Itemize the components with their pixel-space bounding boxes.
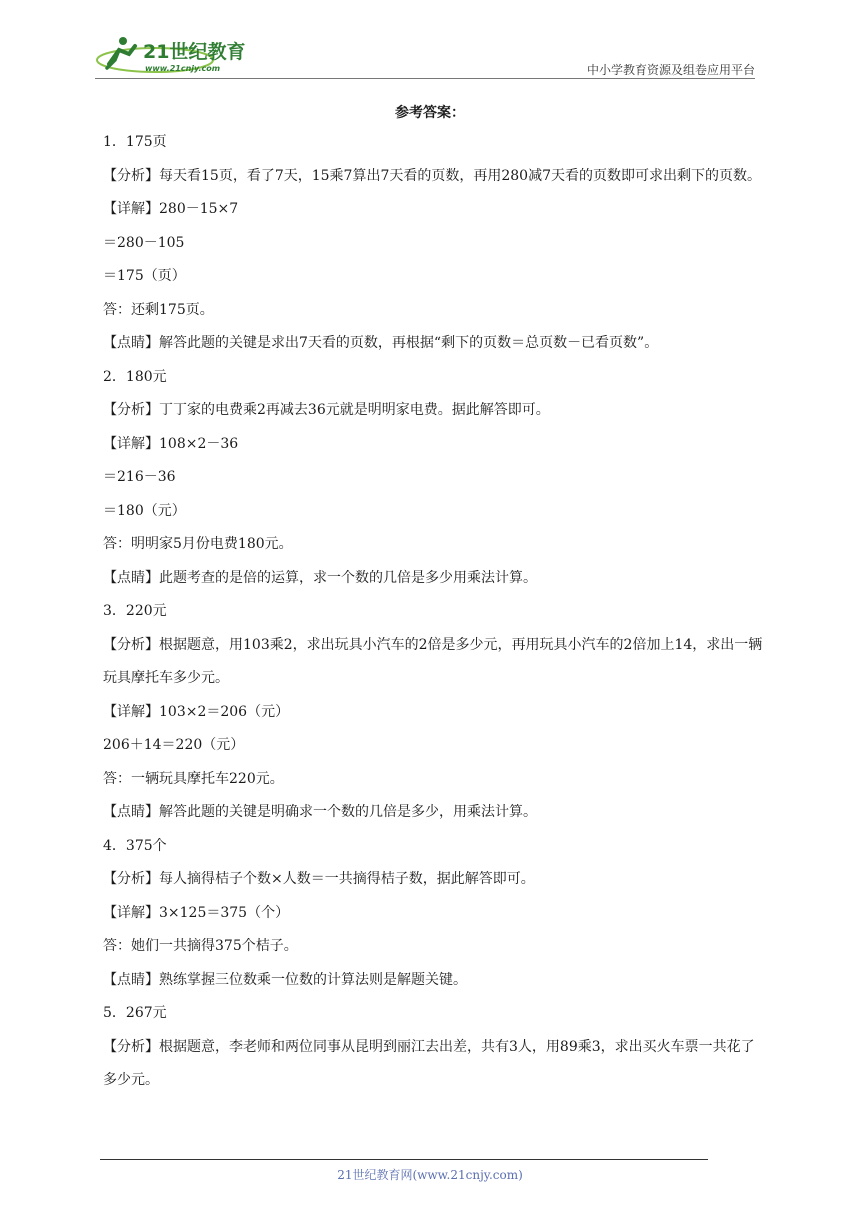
calc-line: ＝180（元）: [103, 502, 186, 519]
logo-text: 21世纪教育: [143, 41, 246, 63]
answer-heading: 2．180元: [103, 368, 167, 385]
analysis-paragraph: 【分析】每天看15页，看了7天，15乘7算出7天看的页数，再用280减7天看的页数即可求出剩下的页数。: [103, 167, 761, 184]
analysis-paragraph: 【分析】每人摘得桔子个数×人数＝一共摘得桔子数，据此解答即可。: [103, 871, 535, 887]
answer-line: 答：她们一共摘得375个桔子。: [103, 938, 298, 954]
answer-heading: 5．267元: [103, 1005, 167, 1021]
answer-line: 答：还剩175页。: [103, 301, 214, 318]
answer-line: 答：一辆玩具摩托车220元。: [103, 770, 284, 787]
answer-heading: 4．375个: [103, 837, 167, 854]
logo-url: www.21cnjy.com: [145, 64, 221, 73]
analysis-paragraph: 【分析】丁丁家的电费乘2再减去36元就是明明家电费。据此解答即可。: [103, 402, 550, 418]
detail-line: 【详解】280－15×7: [103, 201, 239, 217]
calc-line: ＝216－36: [103, 469, 176, 485]
detail-line: 【详解】108×2－36: [103, 435, 239, 452]
analysis-paragraph: 【分析】根据题意，用103乘2，求出玩具小汽车的2倍是多少元，再用玩具小汽车的2倍加上14，求出一辆玩具摩托车多少元。: [103, 636, 763, 686]
answer-heading: 3．220元: [103, 603, 167, 619]
note-paragraph: 【点睛】此题考查的是倍的运算，求一个数的几倍是多少用乘法计算。: [103, 569, 537, 586]
answer-content: [103, 126, 763, 1098]
page-footer[interactable]: 21世纪教育网(www.21cnjy.com): [337, 1168, 523, 1182]
header-divider: [95, 78, 755, 79]
analysis-paragraph: 【分析】根据题意，李老师和两位同事从昆明到丽江去出差，共有3人，用89乘3，求出买火车票一共花了多少元。: [103, 1038, 755, 1088]
answer-heading: 1．175页: [103, 134, 167, 150]
note-paragraph: 【点睛】解答此题的关键是明确求一个数的几倍是多少，用乘法计算。: [103, 804, 537, 820]
footer-divider: [100, 1159, 708, 1160]
logo-mark: [95, 34, 265, 76]
note-paragraph: 【点睛】熟练掌握三位数乘一位数的计算法则是解题关键。: [103, 971, 467, 988]
calc-line: ＝280－105: [103, 234, 185, 251]
header-tagline: 中小学教育资源及组卷应用平台: [586, 63, 755, 77]
detail-line: 【详解】103×2＝206（元）: [103, 703, 290, 720]
detail-line: 【详解】3×125＝375（个）: [103, 904, 290, 921]
note-paragraph: 【点睛】解答此题的关键是求出7天看的页数，再根据“剩下的页数＝总页数－已看页数”。: [103, 335, 659, 351]
page-title: 参考答案：: [395, 105, 465, 121]
calc-line: 206＋14＝220（元）: [103, 737, 245, 753]
page-header: [95, 34, 755, 80]
logo: [95, 34, 265, 76]
calc-line: ＝175（页）: [103, 268, 186, 284]
answer-line: 答：明明家5月份电费180元。: [103, 536, 293, 552]
